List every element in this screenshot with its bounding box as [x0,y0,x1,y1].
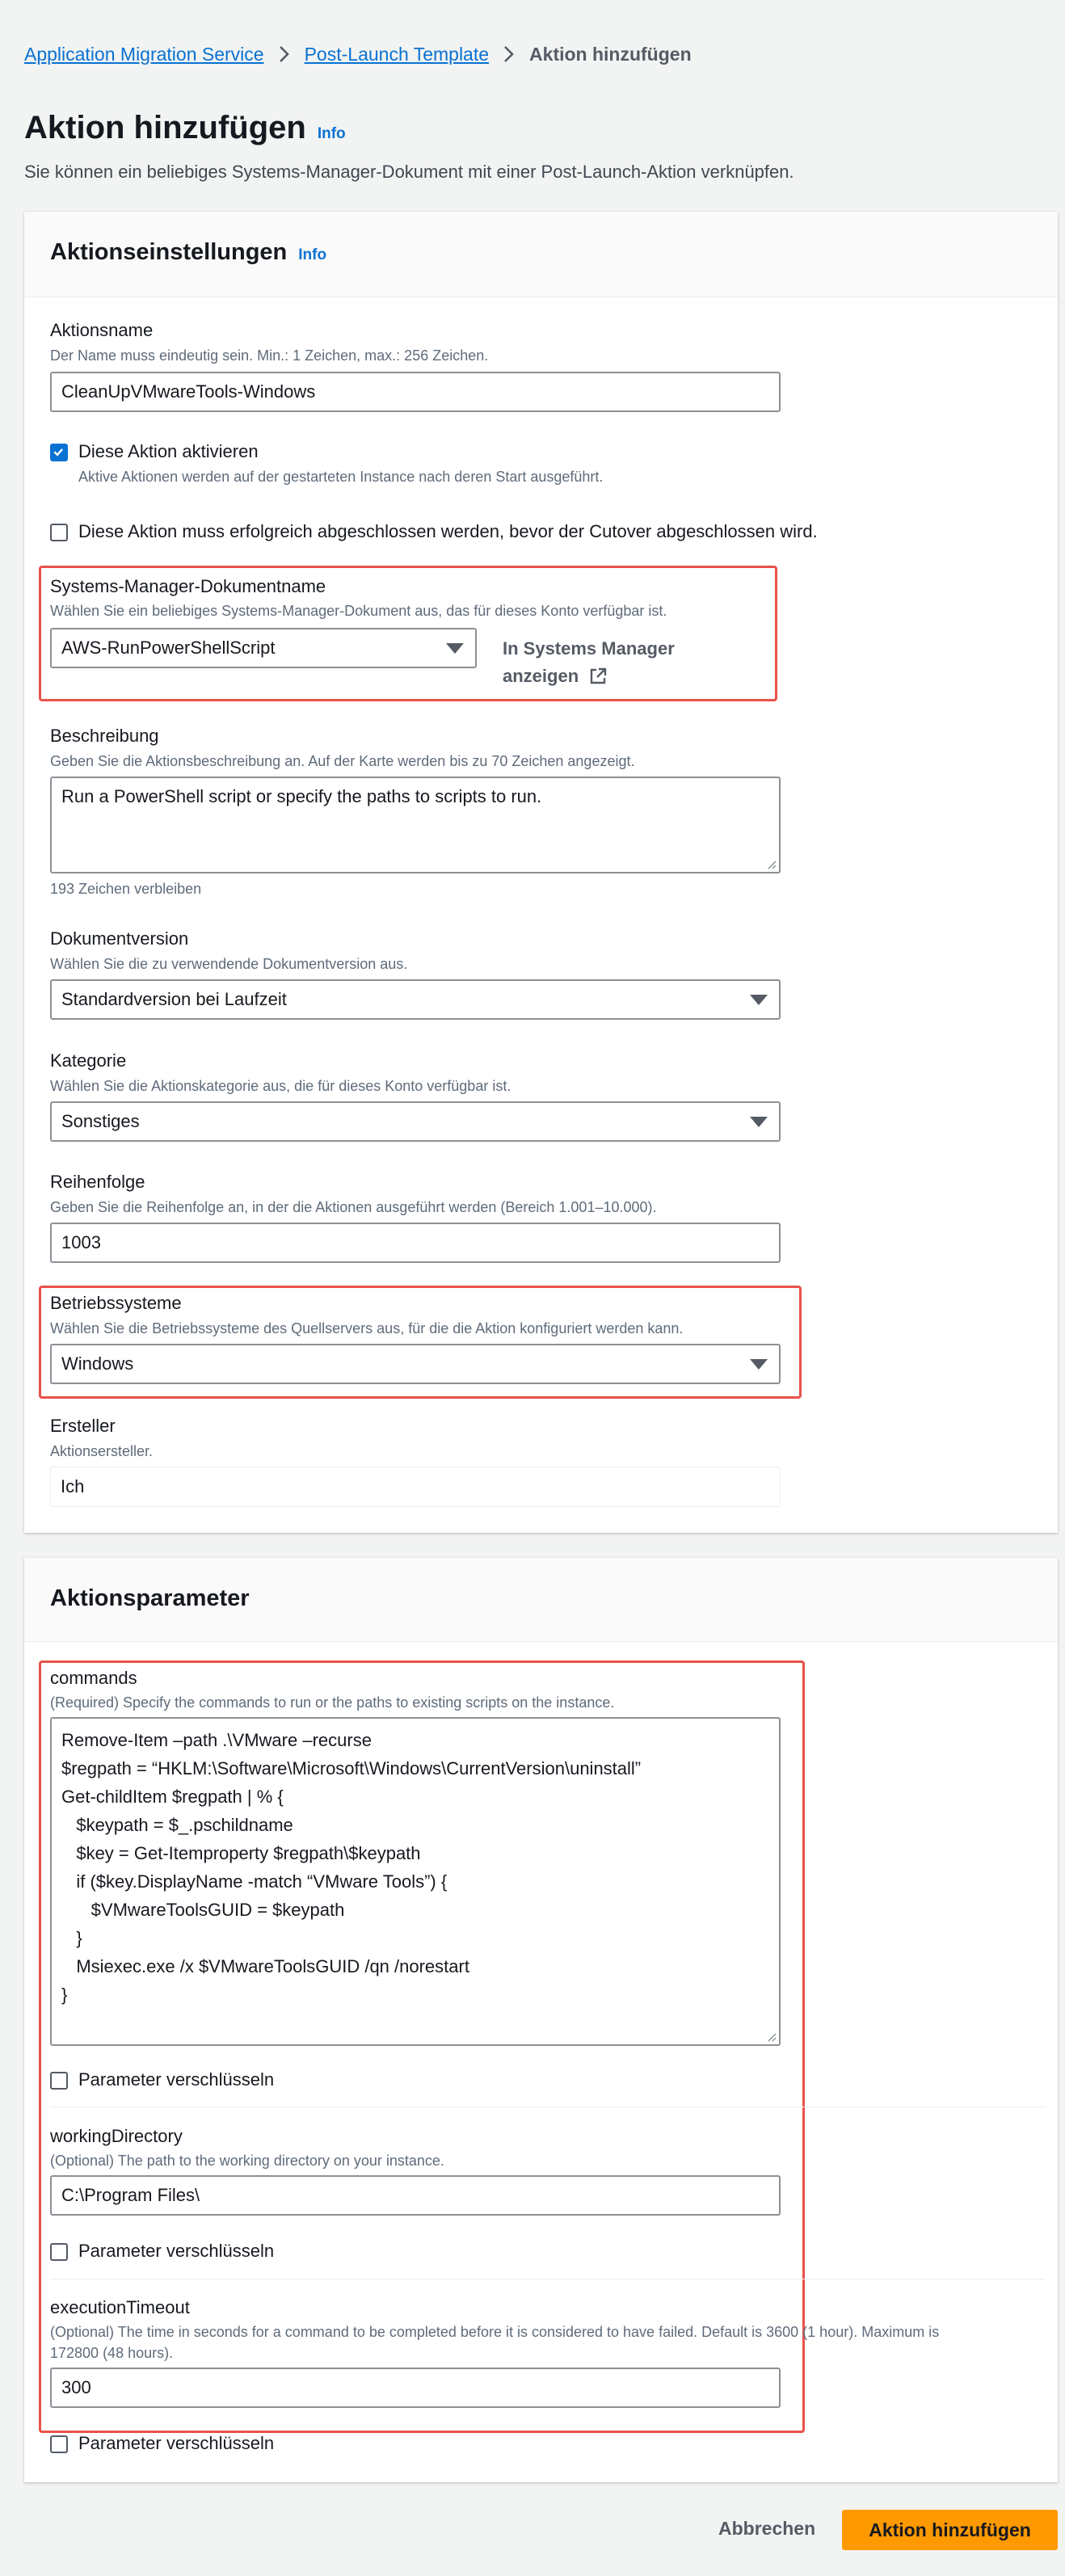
encrypt-timeout-checkbox[interactable] [50,2435,68,2453]
action-name-desc: Der Name muss eindeutig sein. Min.: 1 Zeichen, max.: 256 Zeichen. [50,347,489,364]
chevron-right-icon [276,44,293,65]
category-select[interactable] [50,1101,781,1142]
creator-field [50,1467,781,1507]
resize-grip-icon[interactable] [765,858,777,869]
caret-down-icon [750,995,768,1005]
description-value: Run a PowerShell script or specify the paths to scripts to run. [61,786,542,806]
chevron-right-icon [500,44,518,65]
category-desc: Wählen Sie die Aktionskategorie aus, die für dieses Konto verfügbar ist. [50,1078,511,1094]
creator-desc: Aktionsersteller. [50,1443,154,1459]
code-line: if ($key.DisplayName -match “VMware Tools”) { [61,1871,448,1892]
description-remaining: 193 Zeichen verbleiben [50,881,202,897]
add-action-button[interactable]: Aktion hinzufügen [842,2510,1058,2550]
settings-panel-header [24,212,1058,297]
caret-down-icon [446,643,464,654]
os-value: Windows [61,1353,134,1374]
ssm-doc-value: AWS-RunPowerShellScript [61,638,276,658]
timeout-input[interactable] [50,2368,781,2408]
code-line: Remove-Item –path .\VMware –recurse [61,1730,372,1750]
page-description: Sie können ein beliebiges Systems-Manager-Dokument mit einer Post-Launch-Aktion verknüpfen. [24,162,794,182]
cancel-button[interactable]: Abbrechen [718,2518,816,2539]
code-line: $regpath = “HKLM:\Software\Microsoft\Windows\CurrentVersion\uninstall” [61,1758,642,1778]
params-panel-header [24,1558,1058,1642]
description-textarea[interactable] [50,777,781,873]
external-link-icon [588,667,608,686]
working-dir-value: C:\Program Files\ [61,2185,200,2205]
code-line: Get-childItem $regpath | % { [61,1787,284,1807]
must-succeed-checkbox[interactable] [50,524,68,541]
caret-down-icon [750,1359,768,1370]
code-line: } [61,1928,82,1948]
activate-label: Diese Aktion aktivieren [78,441,259,461]
doc-version-select[interactable] [50,979,781,1020]
working-dir-desc: (Optional) The path to the working directory on your instance. [50,2153,444,2169]
doc-version-desc: Wählen Sie die zu verwendende Dokumentversion aus. [50,956,408,972]
ssm-doc-desc: Wählen Sie ein beliebiges Systems-Manager-Dokument aus, das für dieses Konto verfügbar ist. [50,603,667,619]
view-in-ssm-line2: anzeigen [503,666,579,686]
creator-label: Ersteller [50,1416,116,1436]
page-title: Aktion hinzufügen [24,110,306,145]
category-label: Kategorie [50,1050,127,1071]
action-name-label: Aktionsname [50,320,154,340]
view-in-ssm-link[interactable] [503,635,675,690]
settings-title: Aktionseinstellungen [50,239,288,265]
description-desc: Geben Sie die Aktionsbeschreibung an. Auf der Karte werden bis zu 70 Zeichen angezeigt. [50,753,635,769]
breadcrumb-current: Aktion hinzufügen [529,43,692,65]
code-line: $VMwareToolsGUID = $keypath [61,1900,345,1920]
doc-version-value: Standardversion bei Laufzeit [61,989,287,1009]
working-dir-input[interactable] [50,2175,781,2216]
encrypt-timeout-label: Parameter verschlüsseln [78,2433,275,2453]
must-succeed-label: Diese Aktion muss erfolgreich abgeschlossen werden, bevor der Cutover abgeschlossen wird. [78,521,818,541]
os-desc: Wählen Sie die Betriebssysteme des Quellservers aus, für die die Aktion konfiguriert werden kann. [50,1320,684,1336]
encrypt-commands-label: Parameter verschlüsseln [78,2069,275,2090]
page-info-link[interactable]: Info [317,125,346,142]
code-line: } [61,1985,68,2005]
settings-info-link[interactable]: Info [298,246,327,263]
commands-textarea[interactable] [50,1717,781,2046]
order-desc: Geben Sie die Reihenfolge an, in der die Aktionen ausgeführt werden (Bereich 1.001–10.000). [50,1199,657,1215]
category-value: Sonstiges [61,1111,140,1131]
timeout-value: 300 [61,2377,91,2397]
timeout-desc-2: 172800 (48 hours). [50,2345,174,2361]
encrypt-working-dir-checkbox[interactable] [50,2243,68,2261]
view-in-ssm-line1: In Systems Manager [503,638,675,659]
code-line: $key = Get-Itemproperty $regpath\$keypath [61,1843,421,1863]
caret-down-icon [750,1117,768,1127]
ssm-doc-select[interactable] [50,628,477,668]
doc-version-label: Dokumentversion [50,928,189,949]
encrypt-working-dir-label: Parameter verschlüsseln [78,2241,275,2261]
breadcrumb-link-template[interactable]: Post-Launch Template [304,43,490,65]
commands-label: commands [50,1668,137,1688]
page-header [24,110,346,146]
encrypt-commands-checkbox[interactable] [50,2072,68,2090]
check-icon [52,445,66,460]
action-name-value: CleanUpVMwareTools-Windows [61,381,316,402]
resize-grip-icon[interactable] [765,2031,777,2042]
ssm-doc-label: Systems-Manager-Dokumentname [50,576,326,596]
order-value: 1003 [61,1232,101,1252]
commands-desc: (Required) Specify the commands to run or the paths to existing scripts on the instance. [50,1694,615,1711]
code-line: Msiexec.exe /x $VMwareToolsGUID /qn /norestart [61,1956,469,1976]
working-dir-label: workingDirectory [50,2126,183,2146]
action-name-input[interactable] [50,372,781,412]
code-line: $keypath = $_.pschildname [61,1815,293,1835]
description-label: Beschreibung [50,726,159,746]
os-select[interactable] [50,1344,781,1384]
breadcrumb-link-mgn[interactable]: Application Migration Service [24,43,264,65]
breadcrumb [24,42,692,66]
os-label: Betriebssysteme [50,1293,182,1313]
timeout-label: executionTimeout [50,2297,190,2317]
order-input[interactable] [50,1223,781,1263]
creator-value: Ich [61,1476,85,1496]
activate-desc: Aktive Aktionen werden auf der gestarteten Instance nach deren Start ausgeführt. [78,469,604,485]
params-title: Aktionsparameter [50,1585,250,1611]
order-label: Reihenfolge [50,1172,145,1192]
timeout-desc-1: (Optional) The time in seconds for a command to be completed before it is considered to have failed. Default is 3600 (1 hour). Maximum is [50,2324,940,2340]
activate-checkbox[interactable] [50,444,68,461]
